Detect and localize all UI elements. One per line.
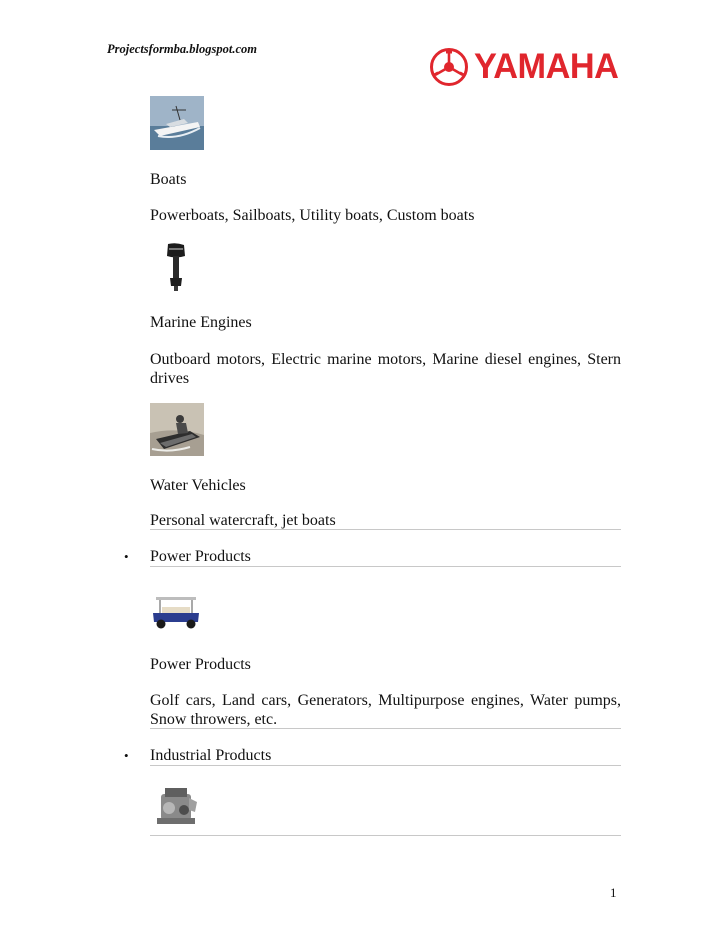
boats-title: Boats <box>150 171 187 188</box>
boats-description: Powerboats, Sailboats, Utility boats, Custom boats <box>150 207 475 224</box>
section-divider <box>150 765 621 766</box>
outboard-motor-photo <box>163 242 189 292</box>
yamaha-logo <box>430 46 620 86</box>
power-products-bullet-label: Power Products <box>150 548 251 565</box>
water-vehicles-description: Personal watercraft, jet boats <box>150 512 336 529</box>
bullet-marker: • <box>124 549 129 564</box>
tuning-fork-emblem-icon <box>430 48 468 86</box>
section-divider <box>150 835 621 836</box>
speedboat-photo <box>150 96 204 150</box>
yamaha-wordmark: YAMAHA <box>474 47 619 86</box>
page-number: 1 <box>610 885 617 900</box>
power-products-description: Golf cars, Land cars, Generators, Multipurpose engines, Water pumps, Snow throwers, etc. <box>150 692 621 728</box>
marine-engines-description: Outboard motors, Electric marine motors, Marine diesel engines, Stern drives <box>150 351 621 387</box>
jet-ski-photo <box>150 403 204 456</box>
site-url: Projectsformba.blogspot.com <box>107 42 257 56</box>
industrial-products-bullet-label: Industrial Products <box>150 747 272 764</box>
industrial-engine-photo <box>151 782 203 834</box>
water-vehicles-title: Water Vehicles <box>150 477 246 494</box>
bullet-marker: • <box>124 748 129 763</box>
section-divider <box>150 728 621 729</box>
power-products-title: Power Products <box>150 656 251 673</box>
golf-car-photo <box>150 593 202 631</box>
section-divider <box>150 566 621 567</box>
marine-engines-title: Marine Engines <box>150 314 252 331</box>
section-divider <box>150 529 621 530</box>
